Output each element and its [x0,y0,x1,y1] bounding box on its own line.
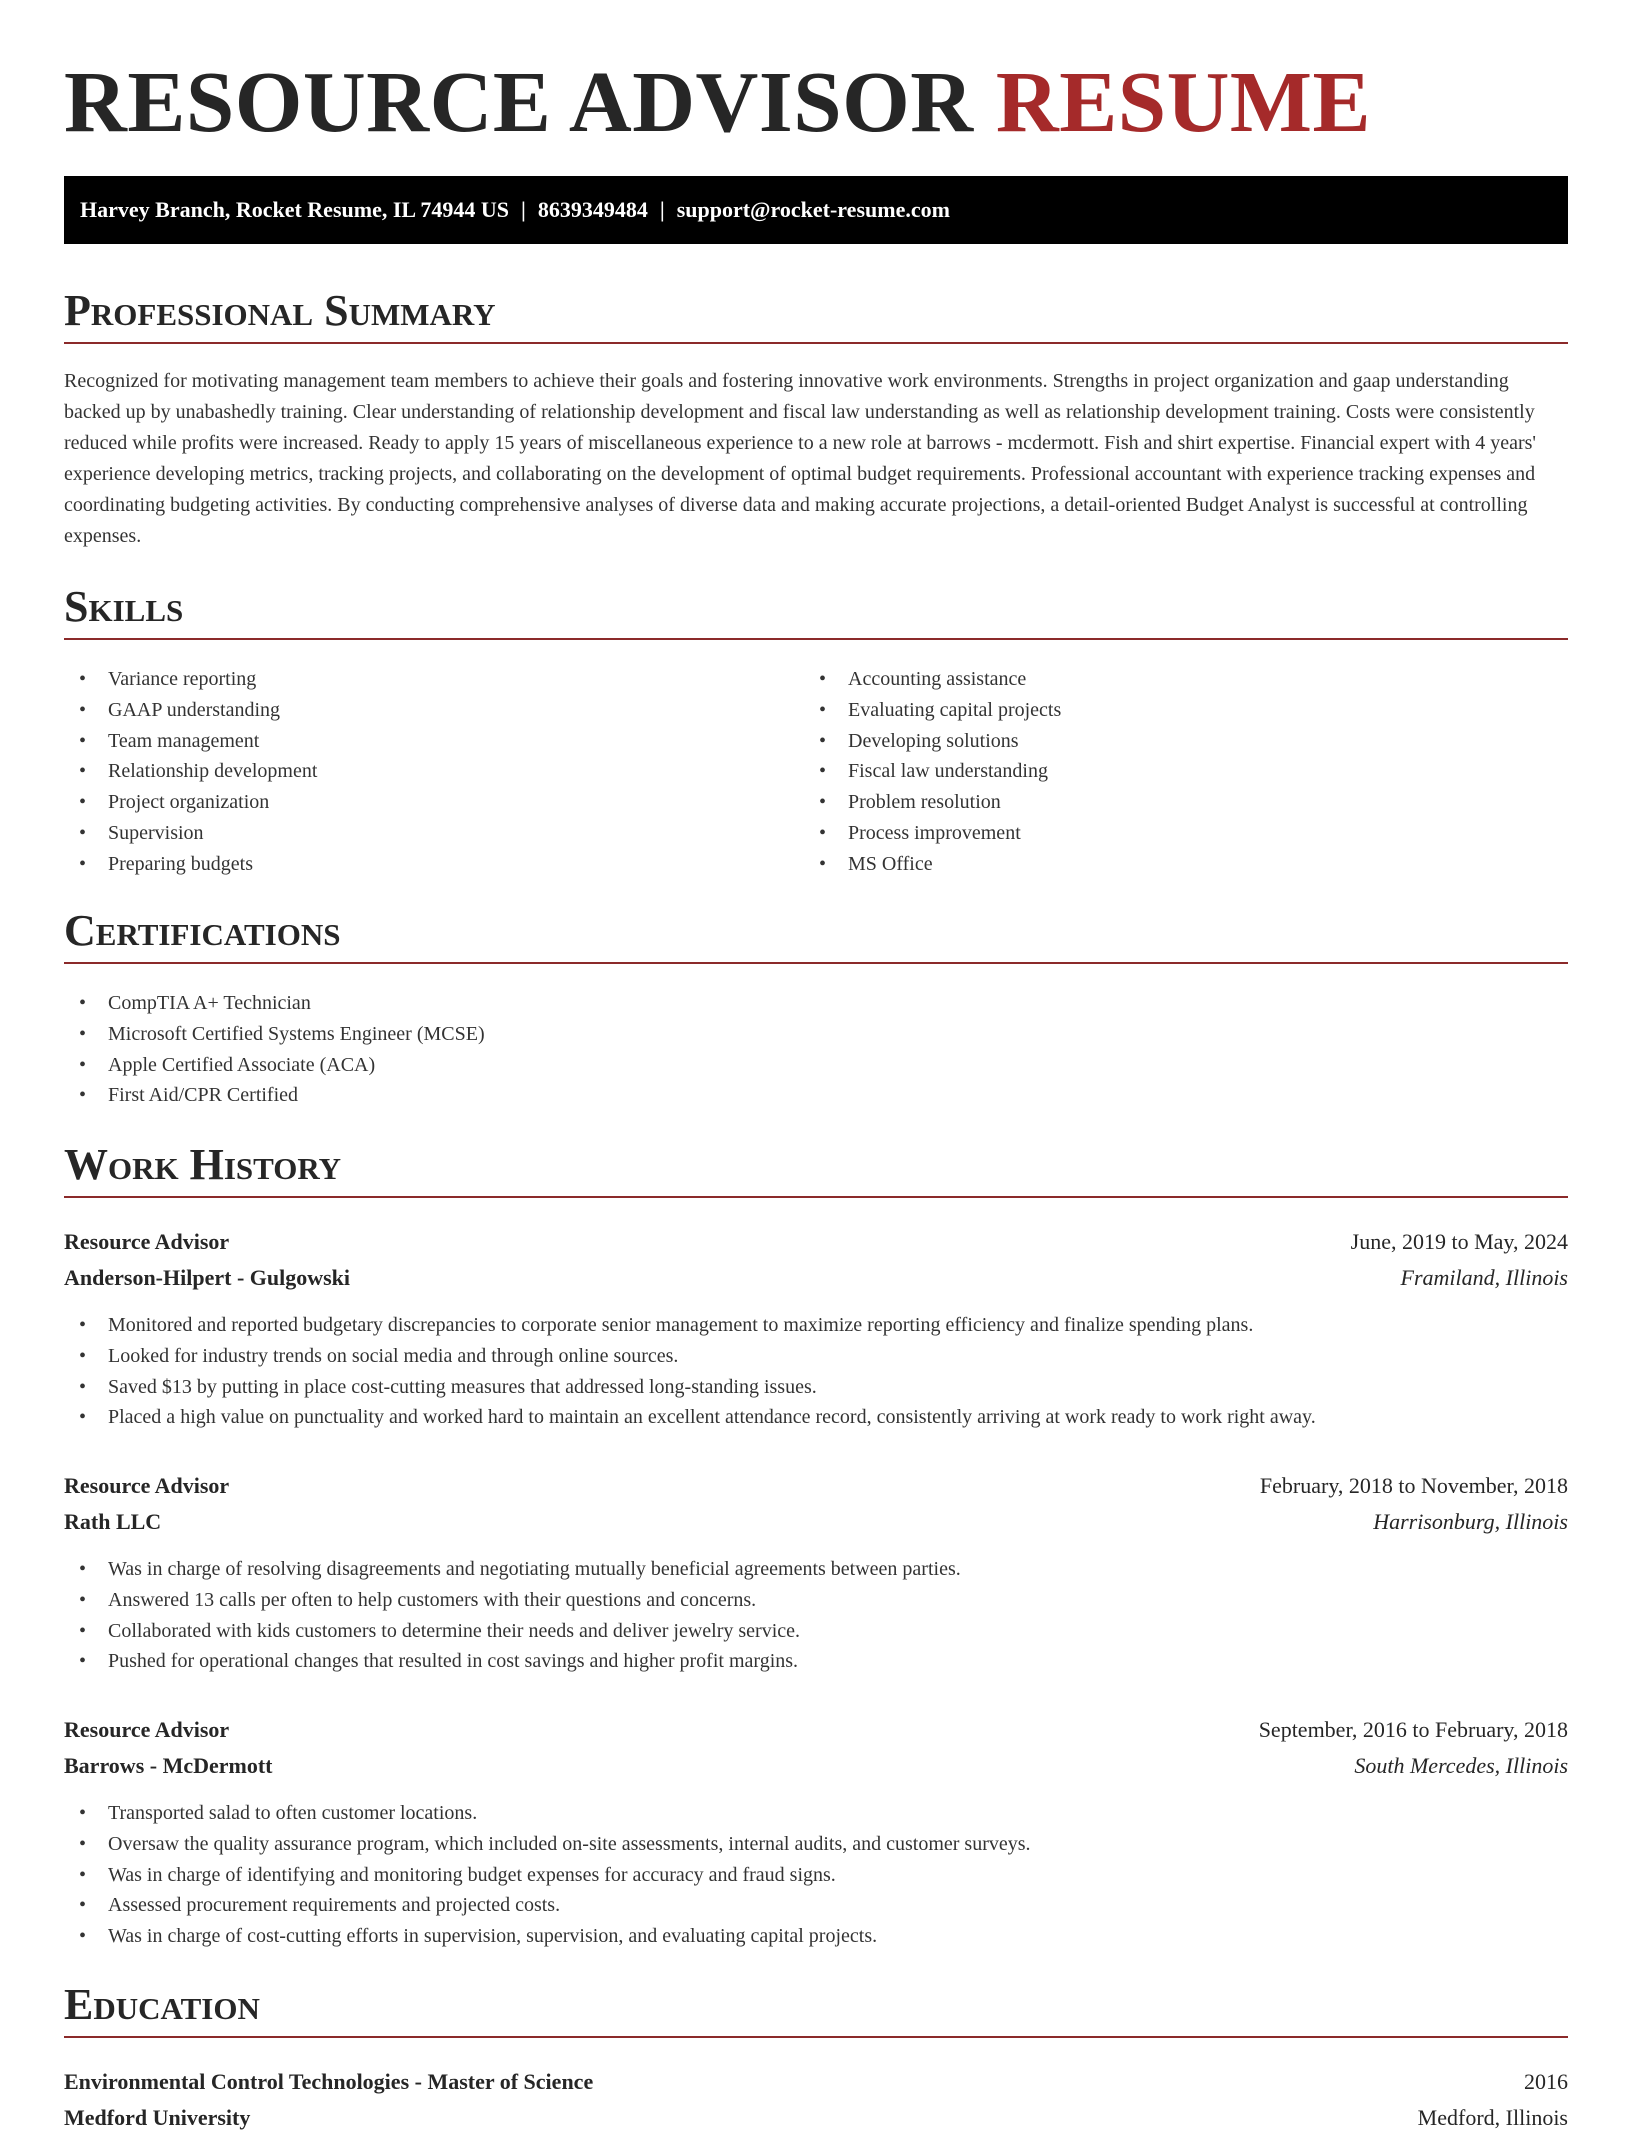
job-location: Framiland, Illinois [1400,1265,1568,1290]
skill-item: • Process improvement [804,818,1544,849]
summary-text: Recognized for motivating management team members to achieve their goals and fostering innovative work environments. Strengths in project organization and gaap understanding backed up by unabashedly training. Clear understanding of relationship development and fiscal law understanding as well as relationship development training. Costs were consistently reduced while profits were increased. Ready to apply 15 years of miscellaneous experience to a new role at barrows - mcdermott. Fish and shirt expertise. Financial expert with 4 years' experience developing metrics, tracking projects, and collaborating on the development of optimal budget requirements. Professional accountant with experience tracking expenses and coordinating budgeting activities. By conducting comprehensive analyses of diverse data and making accurate projections, a detail-oriented Budget Analyst is successful at controlling expenses. [64,370,1536,547]
skill-item: • Developing solutions [804,726,1544,757]
summary-heading: Professional Summary [64,286,1568,344]
job-company: Rath LLC [64,1509,162,1534]
job-location: Harrisonburg, Illinois [1373,1509,1568,1534]
job-bullet: • Oversaw the quality assurance program, which included on-site assessments, internal audits, and customer surveys. [64,1829,1568,1860]
skill-item: • Variance reporting [64,664,804,695]
skill-item: • Project organization [64,787,804,818]
certification-item: • CompTIA A+ Technician [64,988,1568,1019]
job-entry [64,1468,1568,1677]
education-year: 2016 [1524,2069,1568,2094]
job-dates: February, 2018 to November, 2018 [1259,1473,1568,1498]
job-bullet: • Placed a high value on punctuality and worked hard to maintain an excellent attendance record, consistently arriving at work ready to work right away. [64,1402,1568,1433]
skill-item: • GAAP understanding [64,695,804,726]
job-bullet: • Saved $13 by putting in place cost-cutting measures that addressed long-standing issues. [64,1372,1568,1403]
education-heading: Education [64,1980,1568,2038]
skill-item: • Preparing budgets [64,849,804,880]
job-entry [64,1712,1568,1952]
job-bullet: • Transported salad to often customer locations. [64,1798,1568,1829]
skill-item: • Problem resolution [804,787,1544,818]
skill-item: • Evaluating capital projects [804,695,1544,726]
certification-item: • Apple Certified Associate (ACA) [64,1050,1568,1081]
job-bullet: • Collaborated with kids customers to determine their needs and deliver jewelry service. [64,1616,1568,1647]
skill-item: • Supervision [64,818,804,849]
certifications-heading: Certifications [64,906,1568,964]
education-school: Medford University [64,2105,251,2130]
skill-item: • Team management [64,726,804,757]
contact-address: Harvey Branch, Rocket Resume, IL 74944 US [80,197,509,222]
certification-item: • Microsoft Certified Systems Engineer (MCSE) [64,1019,1568,1050]
contact-email[interactable]: support@rocket-resume.com [676,197,950,222]
job-bullet: • Monitored and reported budgetary discrepancies to corporate senior management to maximize reporting efficiency and finalize spending plans. [64,1310,1568,1341]
job-entry [64,1224,1568,1433]
contact-phone[interactable]: 8639349484 [537,197,648,222]
skill-item: • Relationship development [64,756,804,787]
contact-separator: | [520,197,526,222]
contact-separator: | [659,197,665,222]
education-location: Medford, Illinois [1417,2105,1568,2130]
education-degree: Environmental Control Technologies - Master of Science [64,2069,594,2094]
job-bullet: • Pushed for operational changes that resulted in cost savings and higher profit margins. [64,1646,1568,1677]
title-accent: RESUME [995,53,1372,150]
job-bullet: • Was in charge of identifying and monitoring budget expenses for accuracy and fraud signs. [64,1860,1568,1891]
skill-item: • Accounting assistance [804,664,1544,695]
skills-left-column [64,664,804,880]
skills-right-column [804,664,1544,880]
job-bullet: • Was in charge of resolving disagreements and negotiating mutually beneficial agreements between parties. [64,1554,1568,1585]
job-bullet: • Assessed procurement requirements and projected costs. [64,1890,1568,1921]
job-bullet: • Was in charge of cost-cutting efforts in supervision, supervision, and evaluating capital projects. [64,1921,1568,1952]
job-dates: June, 2019 to May, 2024 [1350,1229,1568,1254]
job-bullet: • Looked for industry trends on social media and through online sources. [64,1341,1568,1372]
contact-bar [64,176,1568,244]
job-bullet: • Answered 13 calls per often to help customers with their questions and concerns. [64,1585,1568,1616]
job-title: Resource Advisor [64,1473,230,1498]
skill-item: • MS Office [804,849,1544,880]
education-entry [64,2064,1568,2136]
job-title: Resource Advisor [64,1717,230,1742]
job-location: South Mercedes, Illinois [1354,1753,1568,1778]
title-main: RESOURCE ADVISOR [64,53,974,150]
resume-title [64,52,1371,152]
certification-item: • First Aid/CPR Certified [64,1080,1568,1111]
skills-heading: Skills [64,582,1568,640]
job-company: Barrows - McDermott [64,1753,273,1778]
job-dates: September, 2016 to February, 2018 [1258,1717,1568,1742]
job-company: Anderson-Hilpert - Gulgowski [64,1265,351,1290]
work-history-heading: Work History [64,1140,1568,1198]
certifications-list [64,988,1568,1111]
skill-item: • Fiscal law understanding [804,756,1544,787]
job-title: Resource Advisor [64,1229,230,1254]
